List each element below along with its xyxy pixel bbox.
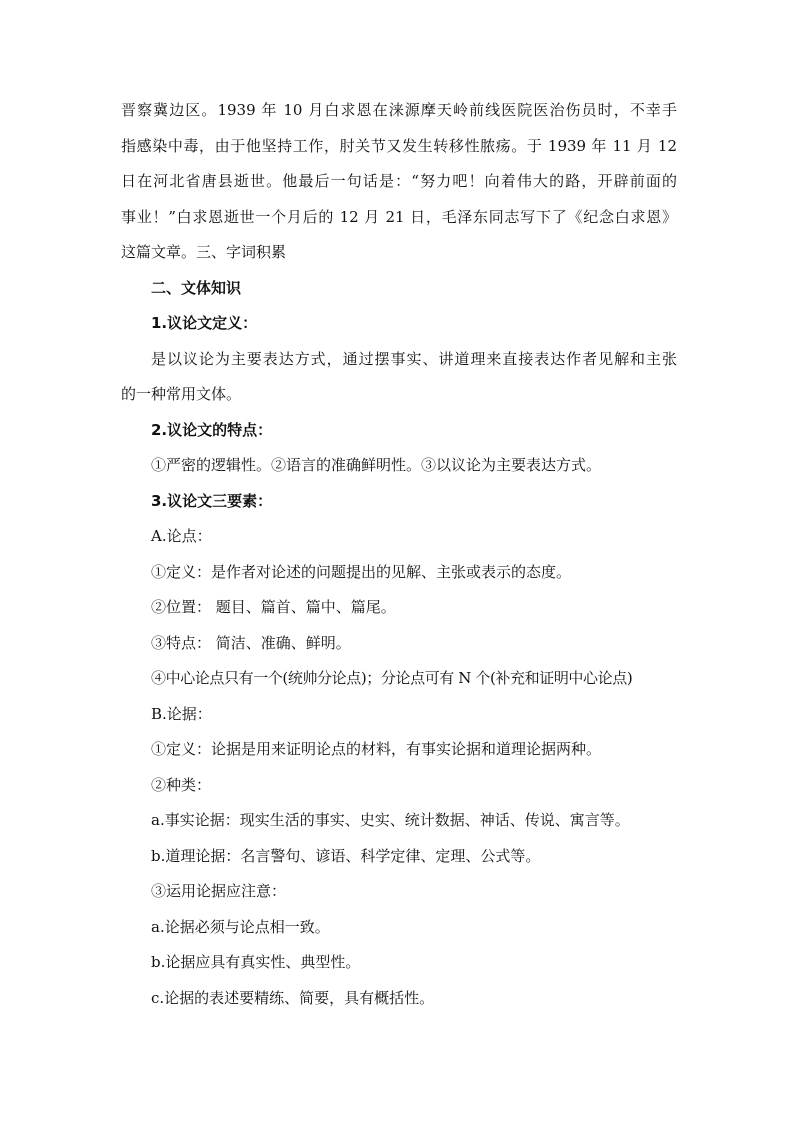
list-item: ②位置： 题目、篇首、篇中、篇尾。 — [151, 598, 396, 616]
definition-heading: 1.议论文定义： — [151, 314, 258, 332]
definition-line: 是以议论为主要表达方式，通过摆事实、讲道理来直接表达作者见解和主张 — [151, 349, 677, 368]
definition-line: 的一种常用文体。 — [121, 385, 242, 403]
argument-point-title: A.论点： — [151, 527, 212, 545]
section-title: 二、文体知识 — [151, 278, 242, 297]
list-item: a.事实论据：现实生活的事实、史实、统计数据、神话、传说、寓言等。 — [151, 811, 630, 829]
list-item: ②种类： — [151, 775, 212, 794]
elements-heading: 3.议论文三要素： — [151, 491, 273, 510]
paragraph-line: 这篇文章。三、字词积累 — [121, 243, 287, 261]
list-item: ①定义：是作者对论述的问题提出的见解、主张或表示的态度。 — [151, 562, 572, 581]
list-item: a.论据必须与论点相一致。 — [151, 917, 330, 936]
list-item: ③运用论据应注意： — [151, 882, 287, 900]
features-text: ①严密的逻辑性。②语言的准确鲜明性。③以议论为主要表达方式。 — [151, 456, 602, 474]
list-item: ③特点： 简洁、准确、鲜明。 — [151, 633, 351, 652]
list-item: ①定义：论据是用来证明论点的材料，有事实论据和道理论据两种。 — [151, 740, 602, 758]
features-heading: 2.议论文的特点： — [151, 420, 273, 439]
paragraph-line: 事业！”白求恩逝世一个月后的 12 月 21 日，毛泽东同志写下了《纪念白求恩》 — [121, 207, 677, 226]
paragraph-line: 晋察冀边区。1939 年 10 月白求恩在涞源摩天岭前线医院医治伤员时，不幸手 — [121, 101, 677, 119]
document-body — [121, 93, 677, 1016]
evidence-title: B.论据： — [151, 704, 212, 723]
list-item: b.道理论据：名言警句、谚语、科学定律、定理、公式等。 — [151, 846, 541, 865]
list-item: c.论据的表述要精练、简要，具有概括性。 — [151, 988, 435, 1007]
list-item: ④中心论点只有一个(统帅分论点)；分论点可有 N 个(补充和证明中心论点) — [151, 669, 633, 687]
paragraph-line: 指感染中毒，由于他坚持工作，肘关节又发生转移性脓疡。于 1939 年 11 月 12 — [121, 136, 677, 155]
list-item: b.论据应具有真实性、典型性。 — [151, 953, 361, 971]
paragraph-line: 日在河北省唐县逝世。他最后一句话是：“努力吧！向着伟大的路，开辟前面的 — [121, 172, 677, 190]
